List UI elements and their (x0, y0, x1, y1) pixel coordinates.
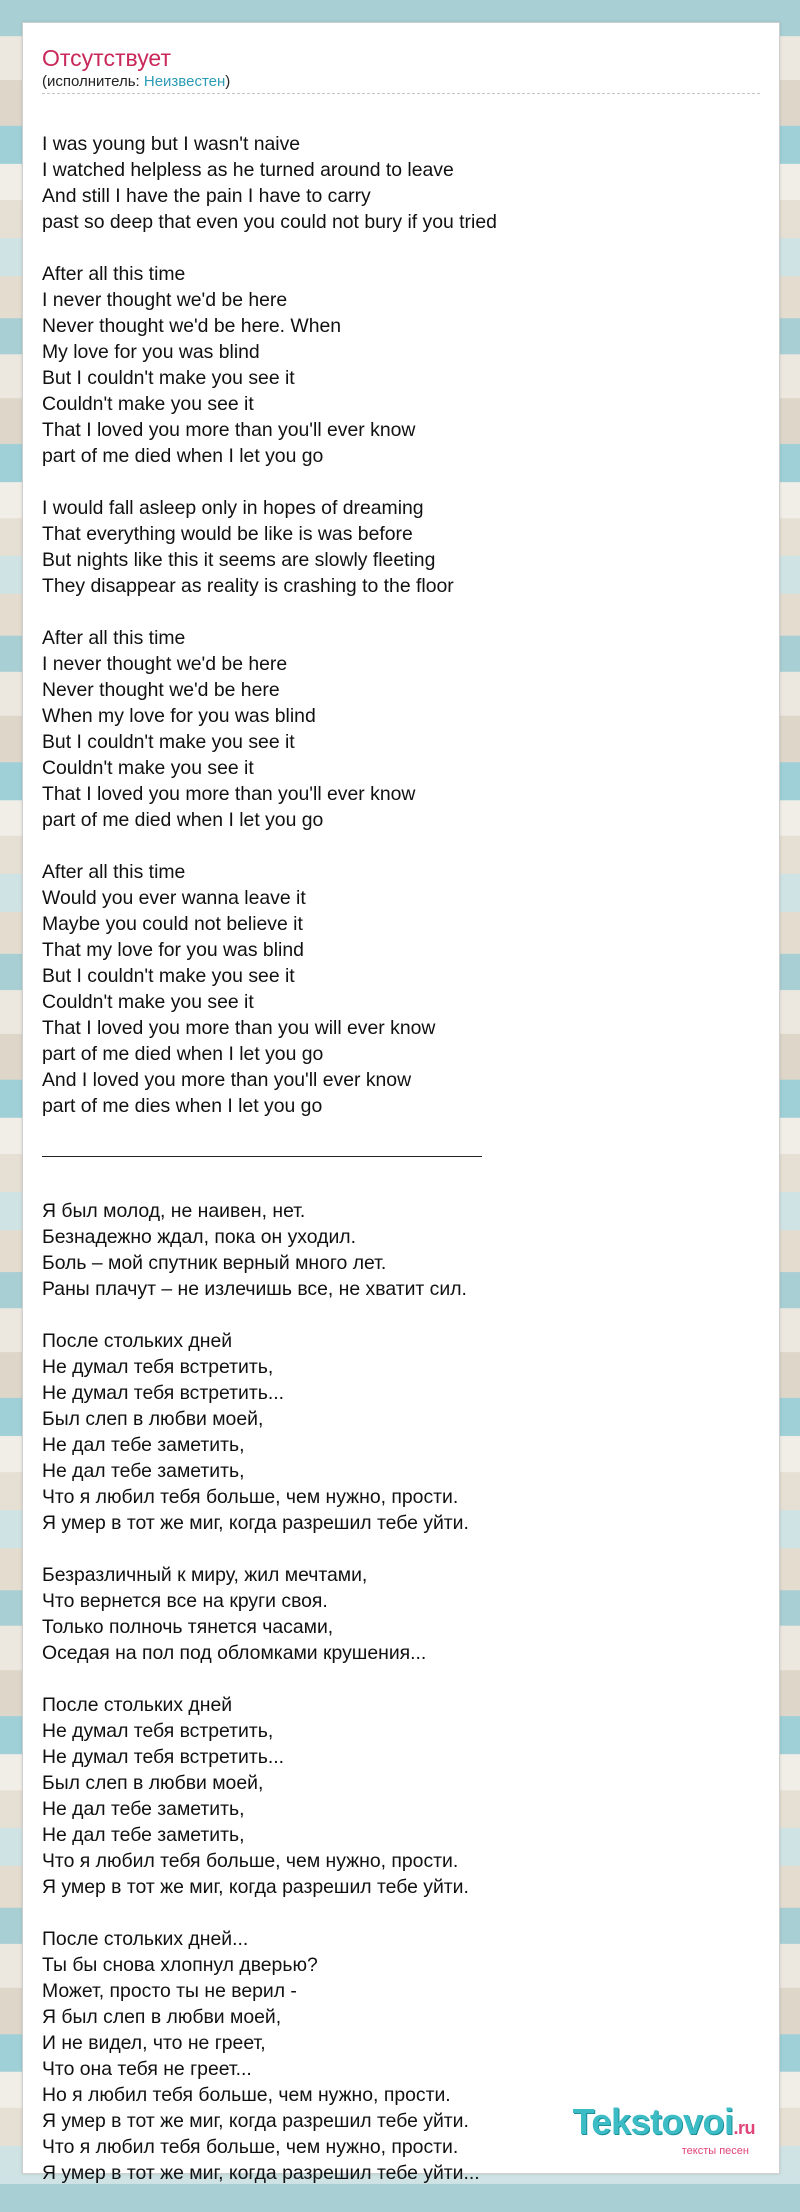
site-logo[interactable] (572, 2101, 755, 2157)
logo-name: Tekstovoi (572, 2101, 734, 2142)
logo-tld: .ru (733, 2118, 755, 2138)
logo-wordmark (572, 2101, 755, 2146)
lyrics-original: I was young but I wasn't naive I watched helpless as he turned around to leave And still I have the pain I have to carry past so deep that even you could not bury if you tried After all this time I never thought we'd be here Never thought we'd be here. When My love for you was blind But I couldn't make you see it Couldn't make you see it That I loved you more than you'll ever know part of me died when I let you go I would fall asleep only in hopes of dreaming That everything would be like is was before But nights like this it seems are slowly fleeting They disappear as reality is crashing to the floor After all this time I never thought we'd be here Never thought we'd be here When my love for you was blind But I couldn't make you see it Couldn't make you see it That I loved you more than you'll ever know part of me died when I let you go After all this time Would you ever wanna leave it Maybe you could not believe it That my love for you was blind But I couldn't make you see it Couldn't make you see it That I loved you more than you will ever know part of me died when I let you go And I loved you more than you'll ever know part of me dies when I let you go (42, 133, 497, 1117)
lyrics-translation: Я был молод, не наивен, нет. Безнадежно ждал, пока он уходил. Боль – мой спутник верный много лет. Раны плачут – не излечишь все, не хватит сил. После стольких дней Не думал тебя встретить, Не думал тебя встретить... Был слеп в любви моей, Не дал тебе заметить, Не дал тебе заметить, Что я любил тебя больше, чем нужно, прости. Я умер в тот же миг, когда разрешил тебе уйти. Безразличный к миру, жил мечтами, Что вернется все на круги своя. Только полночь тянется часами, Оседая на пол под обломками крушения... После стольких дней Не думал тебя встретить, Не думал тебя встретить... Был слеп в любви моей, Не дал тебе заметить, Не дал тебе заметить, Что я любил тебя больше, чем нужно, прости. Я умер в тот же миг, когда разрешил тебе уйти. После стольких дней... Ты бы снова хлопнул дверью? Может, просто ты не верил - Я был слеп в любви моей, И не видел, что не греет, Что она тебя не греет... Но я любил тебя больше, чем нужно, прости. Я умер в тот же миг, когда разрешил тебе уйти. Что я любил тебя больше, чем нужно, прости. Я умер в тот же миг, когда разрешил тебе уйти... (42, 1200, 480, 2184)
performer-link[interactable]: Неизвестен (143, 73, 226, 90)
song-header (42, 43, 760, 94)
lyrics-body (42, 105, 762, 2212)
lyrics-card (22, 22, 780, 2184)
performer-prefix: (исполнитель: (42, 73, 144, 90)
performer-line (42, 73, 760, 94)
logo-tagline: тексты песен (681, 2145, 749, 2157)
song-title: Отсутствует (42, 45, 171, 71)
translation-separator (42, 1156, 482, 1157)
performer-suffix: ) (225, 73, 231, 90)
